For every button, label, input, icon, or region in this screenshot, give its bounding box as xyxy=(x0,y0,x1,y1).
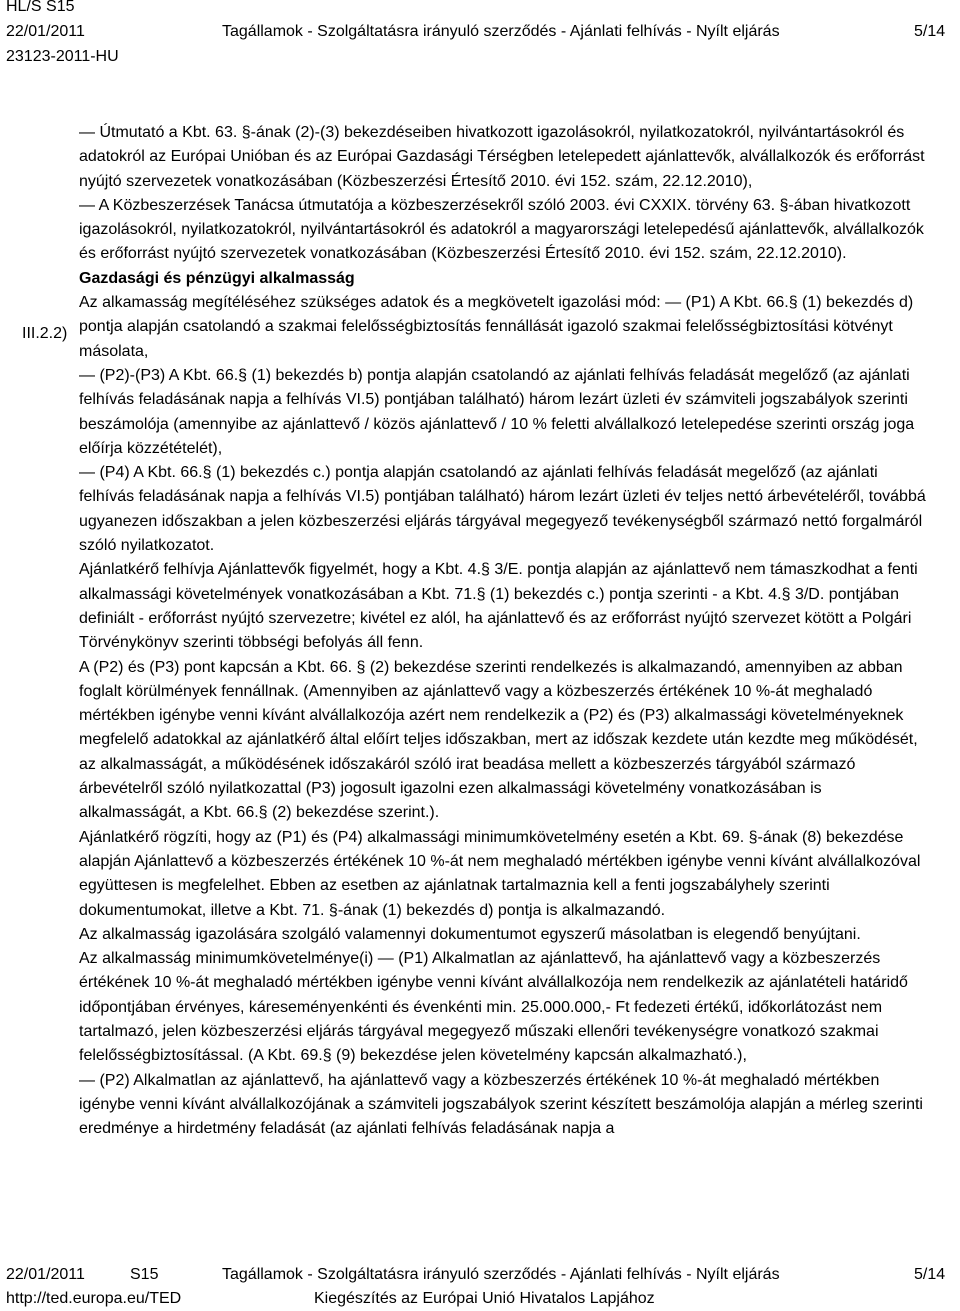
header-title: Tagállamok - Szolgáltatásra irányuló szerződés - Ajánlati felhívás - Nyílt eljárás xyxy=(222,23,780,40)
footer-title: Tagállamok - Szolgáltatásra irányuló szerződés - Ajánlati felhívás - Nyílt eljárás xyxy=(222,1266,780,1283)
paragraph: — (P4) A Kbt. 66.§ (1) bekezdés c.) pontja alapján csatolandó az ajánlati felhívás feladását megelőző (az ajánlati felhívás feladásának napja a felhívás VI.5) pontjában található) három lezárt üzleti év teljes nettó árbevételéről, továbbá ugyanezen időszakban a jelen közbeszerzési eljárás tárgyával megegyező tevékenységből származó nettó forgalmáról szóló nyilatkozatot. xyxy=(79,464,926,555)
section-title: Gazdasági és pénzügyi alkalmasság xyxy=(79,269,355,287)
header-doc-id: 23123-2011-HU xyxy=(6,48,119,65)
section-number: III.2.2) xyxy=(22,325,68,342)
paragraph: — Útmutató a Kbt. 63. §-ának (2)-(3) bekezdéseiben hivatkozott igazolásokról, nyilatkozatokról, nyilvántartásokról és adatokról az Európai Unióban és az Európai Gazdasági Térségben letelepedett ajánlattevők, alvállalkozók és erőforrást nyújtó szervezetek vonatkozásában (Közbeszerzési Értesítő 2010. évi 152. szám, 22.12.2010), xyxy=(79,124,925,190)
paragraph: A (P2) és (P3) pont kapcsán a Kbt. 66. § (2) bekezdése szerinti rendelkezés is alkalmazandó, amennyiben az abban foglalt körülmények fennállnak. (Amennyiben az ajánlattevő vagy a közbeszerzés értékének 10 %-át meghaladó mértékben igénybe venni kívánt alvállalkozója azért nem rendelkezik a (P2) és (P3) alkalmassági követelményeknek megfelelő adatokkal az ajánlatkérő által előírt teljes időszakban, mert az időszak kezdete után kezdte meg működését, az alkalmasságát, a működésének időszakáról szóló irat beadása mellett a közbeszerzés tárgyából származó árbevételről szóló nyilatkozattal (P3) jogosult igazolni ezen alkalmassági követelmény vonatkozásában is alkalmasságát, a Kbt. 66.§ (2) bekezdése szerint.). xyxy=(79,658,918,822)
header-date: 22/01/2011 xyxy=(6,23,85,40)
header-code: HL/S S15 xyxy=(6,0,75,15)
paragraph: Az alkalmasság minimumkövetelménye(i) — (P1) Alkalmatlan az ajánlattevő, ha ajánlattevő vagy a közbeszerzés értékének 10 %-át meghaladó mértékben igénybe venni kívánt alvállalkozója nem rendelkezik az ajánlatételi határidő időpontjában érvényes, káreseményenkénti és évenkénti min. 25.000.000,- Ft fedezeti értékű, időkorlátozást nem tartalmazó, jelen közbeszerzési eljárás tárgyával megegyező műszaki ellenőri tevékenységre vonatkozó szakmai felelősségbiztosítással. (A Kbt. 69.§ (9) bekezdése jelen követelmény kapcsán alkalmazható.), xyxy=(79,950,908,1065)
footer-url[interactable]: http://ted.europa.eu/TED xyxy=(6,1290,182,1307)
footer-date: 22/01/2011 xyxy=(6,1266,85,1283)
paragraph: Az alkalmasság igazolására szolgáló valamennyi dokumentumot egyszerű másolatban is elegendő benyújtani. xyxy=(79,925,861,943)
paragraph: Az alkamasság megítéléséhez szükséges adatok és a megkövetelt igazolási mód: — (P1) A Kbt. 66.§ (1) bekezdés d) pontja alapján csatolandó a szakmai felelősségbiztosítás fennállását igazoló szakmai felelősségbiztosítási kötvényt másolata, xyxy=(79,294,914,360)
header-page-number: 5/14 xyxy=(914,23,946,40)
paragraph: Ajánlatkérő felhívja Ajánlattevők figyelmét, hogy a Kbt. 4.§ 3/E. pontja alapján az ajánlattevő nem támaszkodhat a fenti alkalmassági követelmények vonatkozásában a Kbt. 71.§ (1) bekezdés c.) pontja szerinti - a Kbt. 4.§ 3/D. pontjában definiált - erőforrást nyújtó szervezetre; kivétel ez alól, ha ajánlattevő és az erőforrást nyújtó szervezet kötött a Polgári Törvénykönyv szerinti többségi befolyás áll fenn. xyxy=(79,561,918,652)
footer-publisher: Kiegészítés az Európai Unió Hivatalos Lapjához xyxy=(314,1290,655,1307)
footer-page-number: 5/14 xyxy=(914,1266,946,1283)
paragraph: Ajánlatkérő rögzíti, hogy az (P1) és (P4) alkalmassági minimumkövetelmény esetén a Kbt. 69. §-ának (8) bekezdése alapján Ajánlattevő a közbeszerzés értékének 10 %-át nem meghaladó mértékben igénybe venni kívánt alvállalkozóval együttesen is megfelelhet. Ebben az esetben az ajánlatnak tartalmaznia kell a fenti jogszabályhely szerinti dokumentumokat, illetve a Kbt. 71. §-ának (1) bekezdés d) pontja is alkalmazandó. xyxy=(79,828,921,919)
paragraph: — (P2)-(P3) A Kbt. 66.§ (1) bekezdés b) pontja alapján csatolandó az ajánlati felhívás feladását megelőző (az ajánlati felhívás feladásának napja a felhívás VI.5) pontjában található) három lezárt üzleti év számviteli jogszabályok szerinti beszámolója (amennyibe az ajánlattevő / közös ajánlattevő / 10 % feletti alvállalkozó letelepedése szerinti ország joga előírja közzétételét), xyxy=(79,366,915,457)
document-body xyxy=(79,121,927,1141)
footer-code: S15 xyxy=(130,1266,159,1283)
paragraph: — A Közbeszerzések Tanácsa útmutatója a közbeszerzésekről szóló 2003. évi CXXIX. törvény 63. §-ában hivatkozott igazolásokról, nyilatkozatokról, nyilvántartásokról és adatokról a magyarországi letelepedésű ajánlattevők, alvállalkozók és erőforrást nyújtó szervezetek vonatkozásában (Közbeszerzési Értesítő 2010. évi 152. szám, 22.12.2010). xyxy=(79,196,924,263)
paragraph: — (P2) Alkalmatlan az ajánlattevő, ha ajánlattevő vagy a közbeszerzés értékének 10 %-át meghaladó mértékben igénybe venni kívánt alvállalkozójának a számviteli jogszabályok szerint készített beszámolója alapján a mérleg szerinti eredménye a hirdetmény feladását (az ajánlati felhívás feladásának napja a xyxy=(79,1071,923,1138)
